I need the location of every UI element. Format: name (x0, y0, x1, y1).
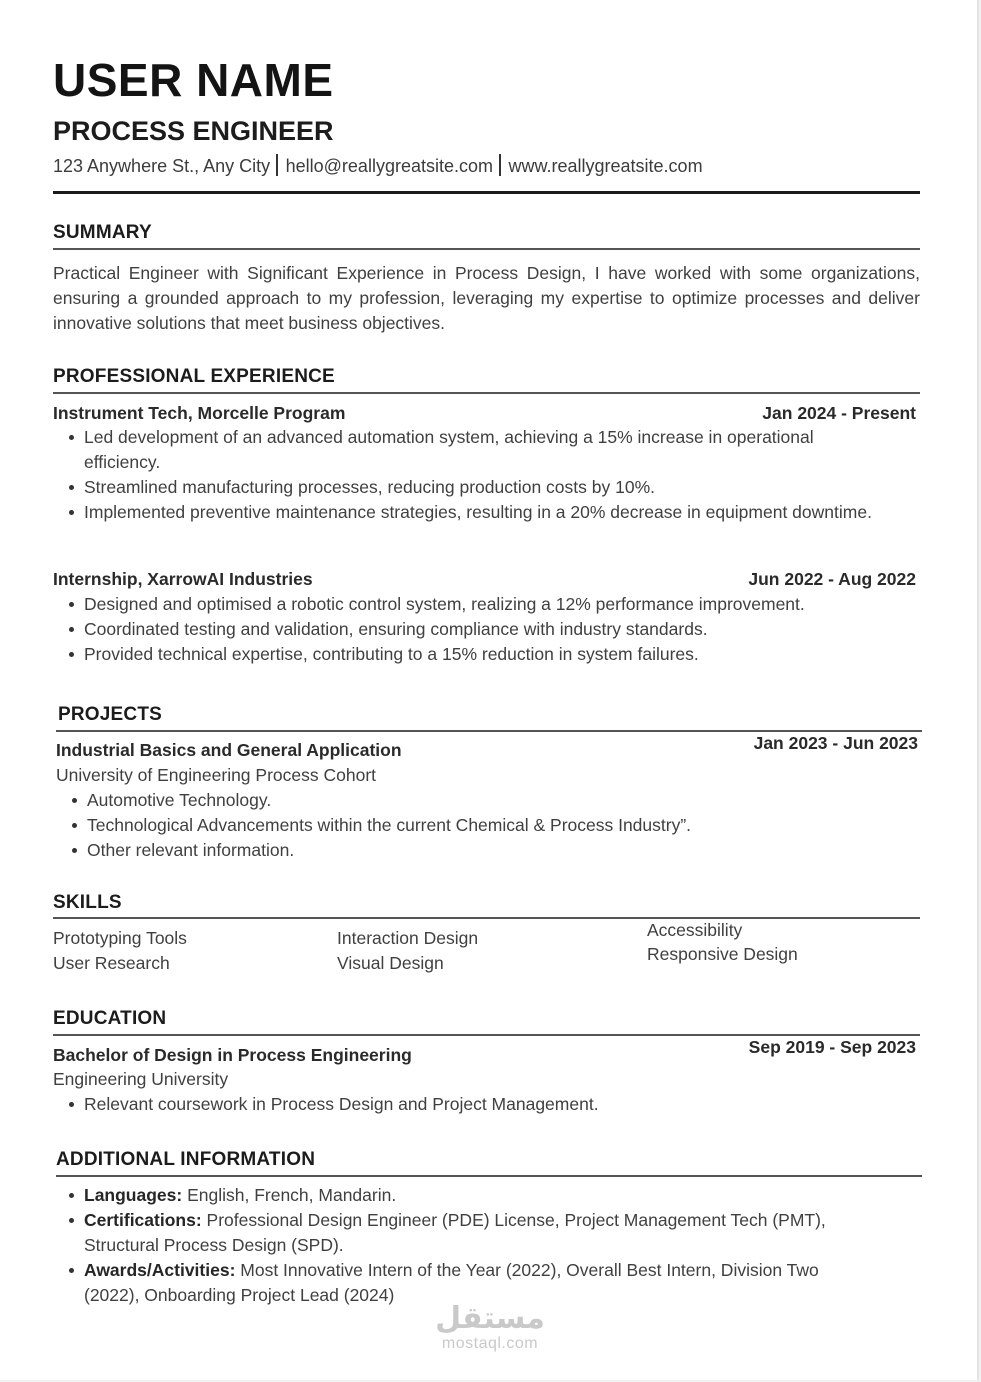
job-title-entry: Internship, XarrowAI Industries (53, 569, 313, 589)
job-title: PROCESS ENGINEER (53, 116, 334, 146)
section-divider (53, 392, 920, 394)
list-item: Automotive Technology. (56, 788, 922, 813)
school-name: Engineering University (53, 1069, 229, 1089)
list-item: Designed and optimised a robotic control system, realizing a 12% performance improvement. (53, 592, 920, 617)
address: 123 Anywhere St., Any City (53, 156, 271, 176)
project-title: Industrial Basics and General Application (56, 740, 402, 760)
list-item: Led development of an advanced automation system, achieving a 15% increase in operational efficiency. (53, 425, 873, 475)
experience-heading: PROFESSIONAL EXPERIENCE (53, 366, 335, 387)
website: www.reallygreatsite.com (508, 156, 703, 176)
skills-heading: SKILLS (53, 892, 122, 913)
additional-heading: ADDITIONAL INFORMATION (56, 1149, 316, 1170)
job-title-entry: Instrument Tech, Morcelle Program (53, 403, 346, 423)
education-date: Sep 2019 - Sep 2023 (748, 1037, 916, 1057)
candidate-name: USER NAME (53, 54, 334, 106)
item-label: Certifications: (84, 1210, 202, 1230)
item-text: Professional Design Engineer (PDE) License, Project Management Tech (PMT), Structural Process Design (SPD). (84, 1210, 826, 1255)
watermark-arabic: مستقل (435, 1301, 545, 1336)
skill-item: Responsive Design (647, 944, 798, 964)
item-label: Awards/Activities: (84, 1260, 236, 1280)
section-divider (53, 248, 920, 250)
header-divider (53, 191, 920, 194)
section-divider (53, 917, 920, 919)
education-bullets (53, 1092, 920, 1117)
item-label: Languages: (84, 1185, 183, 1205)
list-item (53, 1208, 873, 1258)
job-date: Jan 2024 - Present (762, 403, 916, 423)
mostaql-watermark (430, 1302, 550, 1352)
project-date: Jan 2023 - Jun 2023 (753, 733, 918, 753)
contact-divider (499, 154, 501, 176)
skill-item: User Research (53, 953, 170, 973)
summary-heading: SUMMARY (53, 222, 152, 243)
additional-bullets (53, 1183, 873, 1308)
list-item: Provided technical expertise, contributing to a 15% reduction in system failures. (53, 642, 920, 667)
project-bullets (56, 788, 922, 863)
project-subtitle: University of Engineering Process Cohort (56, 765, 377, 785)
watermark-url: mostaql.com (441, 1335, 539, 1352)
list-item: Technological Advancements within the current Chemical & Process Industry”. (56, 813, 922, 838)
item-text: English, French, Mandarin. (182, 1185, 397, 1205)
job-bullets (53, 425, 873, 525)
list-item: Coordinated testing and validation, ensuring compliance with industry standards. (53, 617, 920, 642)
skill-item: Accessibility (647, 920, 743, 940)
list-item: Relevant coursework in Process Design and Project Management. (53, 1092, 920, 1117)
list-item (53, 1183, 873, 1208)
skill-item: Visual Design (337, 953, 444, 973)
skill-item: Interaction Design (337, 928, 479, 948)
job-date: Jun 2022 - Aug 2022 (748, 569, 916, 589)
summary-text: Practical Engineer with Significant Experience in Process Design, I have worked with some organizations, ensuring a grounded approach to my profession, leveraging my expertise to optimize processes and deliver innovative solutions that meet business objectives. (53, 263, 920, 333)
projects-heading: PROJECTS (58, 704, 163, 725)
contact-divider (276, 154, 278, 176)
section-divider (56, 1175, 922, 1177)
contact-line (53, 154, 703, 178)
education-heading: EDUCATION (53, 1008, 167, 1029)
degree-title: Bachelor of Design in Process Engineering (53, 1045, 412, 1065)
item-text: Most Innovative Intern of the Year (2022), Overall Best Intern, Division Two (2022), Onboarding Project Lead (2024) (84, 1260, 819, 1305)
list-item: Streamlined manufacturing processes, reducing production costs by 10%. (53, 475, 873, 500)
email: hello@reallygreatsite.com (285, 156, 493, 176)
skill-item: Prototyping Tools (53, 928, 187, 948)
list-item: Implemented preventive maintenance strategies, resulting in a 20% decrease in equipment downtime. (53, 500, 873, 525)
job-bullets (53, 592, 920, 667)
list-item: Other relevant information. (56, 838, 922, 863)
